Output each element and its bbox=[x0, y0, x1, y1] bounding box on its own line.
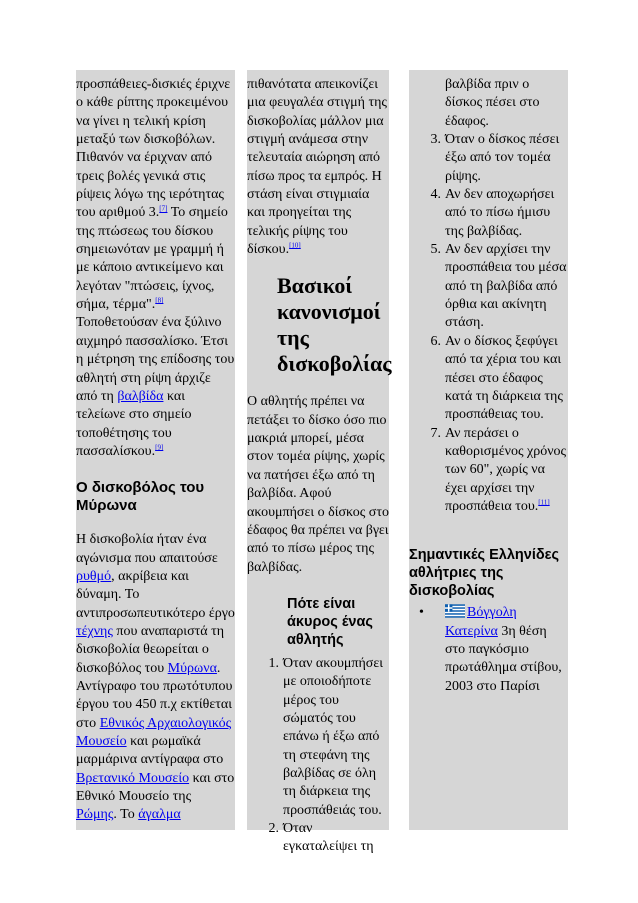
list-item: 4. Αν δεν αποχωρήσει από το πίσω ήμισυ της βαλβίδας. bbox=[430, 187, 555, 239]
link-ethniko-mouseio[interactable]: Εθνικός Αρχαιολογικός Μουσείο bbox=[76, 715, 232, 749]
link-voggoli[interactable]: Βόγγολη Κατερίνα bbox=[445, 605, 517, 639]
paragraph-statue: πιθανότατα απεικονίζει μια φευγαλέα στιγμή της δισκοβολίας μάλλον μια στιγμή ανάμεσα στην τελευταία αιώρηση από πίσω προς τα εμπρός. Η στάση είναι στιγμιαία και προηγείται της τελικής ρίψης του δίσκου.[10] bbox=[247, 77, 387, 258]
invalid-list-continued bbox=[409, 76, 568, 516]
heading-invalid: Πότε είναι άκυρος ένας αθλητής bbox=[287, 595, 373, 648]
list-item: 7. Αν περάσει ο καθορισμένος χρόνος των 60", χωρίς να έχει αρχίσει την προσπάθεια του.[11] bbox=[430, 425, 567, 514]
heading-myron: Ο δισκοβόλος του Μύρωνα bbox=[76, 479, 205, 515]
ref-8-link[interactable]: [8] bbox=[155, 296, 164, 305]
list-item: 2. Όταν εγκαταλείψει τη bbox=[268, 820, 374, 855]
paragraph-myron: Η δισκοβολία ήταν ένα αγώνισμα που απαιτούσε ρυθμό, ακρίβεια και δύναμη. Το αντιπροσωπευτικότερο έργο τέχνης που αναπαριστά τη δισκοβολία θεωρείται ο δισκοβόλος του Μύρωνα. Αντίγραφο του πρωτότυπου έργου του 450 π.χ εκτίθεται στο Εθνικός Αρχαιολογικός Μουσείο και ρωμαϊκά μαρμάρινα αντίγραφα στο Βρετανικό Μουσείο και στο Εθνικό Μουσείο της Ρώμης. Το άγαλμα bbox=[76, 532, 235, 823]
list-item: 5. Αν δεν αρχίσει την προσπάθεια του μέσα από τη βαλβίδα από όρθια και ακίνητη στάση. bbox=[430, 242, 567, 331]
greece-flag-icon bbox=[445, 604, 465, 618]
ref-9-link[interactable]: [9] bbox=[155, 443, 164, 452]
list-item: 1. Όταν ακουμπήσει με οποιοδήποτε μέρος του σώματός του επάνω ή έξω από τη στεφάνη της βαλβίδας σε όλη τη διάρκεια της προσπάθειάς του. bbox=[268, 655, 384, 818]
link-agalma[interactable]: άγαλμα bbox=[138, 807, 181, 823]
ref-10-link[interactable]: [10] bbox=[289, 241, 301, 250]
invalid-list bbox=[247, 655, 389, 857]
paragraph-intro: προσπάθειες-δισκιές έριχνε ο κάθε ρίπτης προκειμένου να γίνει η τελική κρίση μεταξύ των δισκοβόλων. Πιθανόν να έριχναν από τρεις βολές γενικά στις ρίψεις λόγω της ιερότητας του αριθμού 3.[7] Το σημείο της πτώσεως του δίσκου σημειωνόταν με γραμμή ή με κάποιο αντικείμενο και λεγόταν "πτώσεις, ίχνος, σήμα, τέρμα".[8] Τοποθετούσαν ένα ξύλινο αιχμηρό πασσαλίσκο. Έτσι η μέτρηση της επίδοσης του αθλητή στη ρίψη άρχιζε από τη βαλβίδα και τελείωνε στο σημείο τοποθέτησης του πασσαλίσκου.[9] bbox=[76, 77, 235, 459]
link-tehnis[interactable]: τέχνης bbox=[76, 623, 113, 639]
link-myrona[interactable]: Μύρωνα bbox=[167, 660, 217, 676]
column-right bbox=[409, 70, 568, 830]
heading-athletes: Σημαντικές Ελληνίδες αθλήτριες της δισκοβολίας bbox=[409, 547, 560, 600]
list-item-continued: βαλβίδα πριν ο δίσκος πέσει στο έδαφος. bbox=[445, 77, 540, 129]
link-valvida[interactable]: βαλβίδα bbox=[117, 388, 164, 404]
list-item: 6. Αν ο δίσκος ξεφύγει από τα χέρια του και πέσει στο έδαφος κατά τη διάρκεια της προσπάθειας του. bbox=[430, 333, 563, 423]
column-left bbox=[76, 70, 235, 830]
list-item-athlete: • Βόγγολη Κατερίνα 3η θέση στο παγκόσμιο πρωτάθλημα στίβου, 2003 στο Παρίσι bbox=[419, 605, 562, 694]
link-romi[interactable]: Ρώμης bbox=[76, 807, 114, 823]
ref-11-link[interactable]: [11] bbox=[538, 498, 550, 507]
paragraph-rules: Ο αθλητής πρέπει να πετάξει το δίσκο όσο πιο μακριά μπορεί, μέσα στον τομέα ρίψης, χωρίς να πατήσει έξω από τη βαλβίδα. Αφού ακουμπήσει ο δίσκος στο έδαφος θα πρέπει να βγει από το πίσω μέρος της βαλβίδας. bbox=[247, 394, 389, 575]
column-middle bbox=[247, 70, 392, 855]
heading-rules: Βασικοί κανονισμοί της δισκοβολίας bbox=[277, 273, 392, 377]
link-rythmo[interactable]: ρυθμό bbox=[76, 568, 112, 584]
link-vretaniko-mouseio[interactable]: Βρετανικό Μουσείο bbox=[76, 770, 190, 786]
athletes-list bbox=[409, 604, 568, 696]
list-item: 3. Όταν ο δίσκος πέσει έξω από τον τομέα ρίψης. bbox=[430, 132, 560, 184]
ref-7-link[interactable]: [7] bbox=[159, 204, 168, 213]
bullet-icon: • bbox=[419, 605, 424, 621]
